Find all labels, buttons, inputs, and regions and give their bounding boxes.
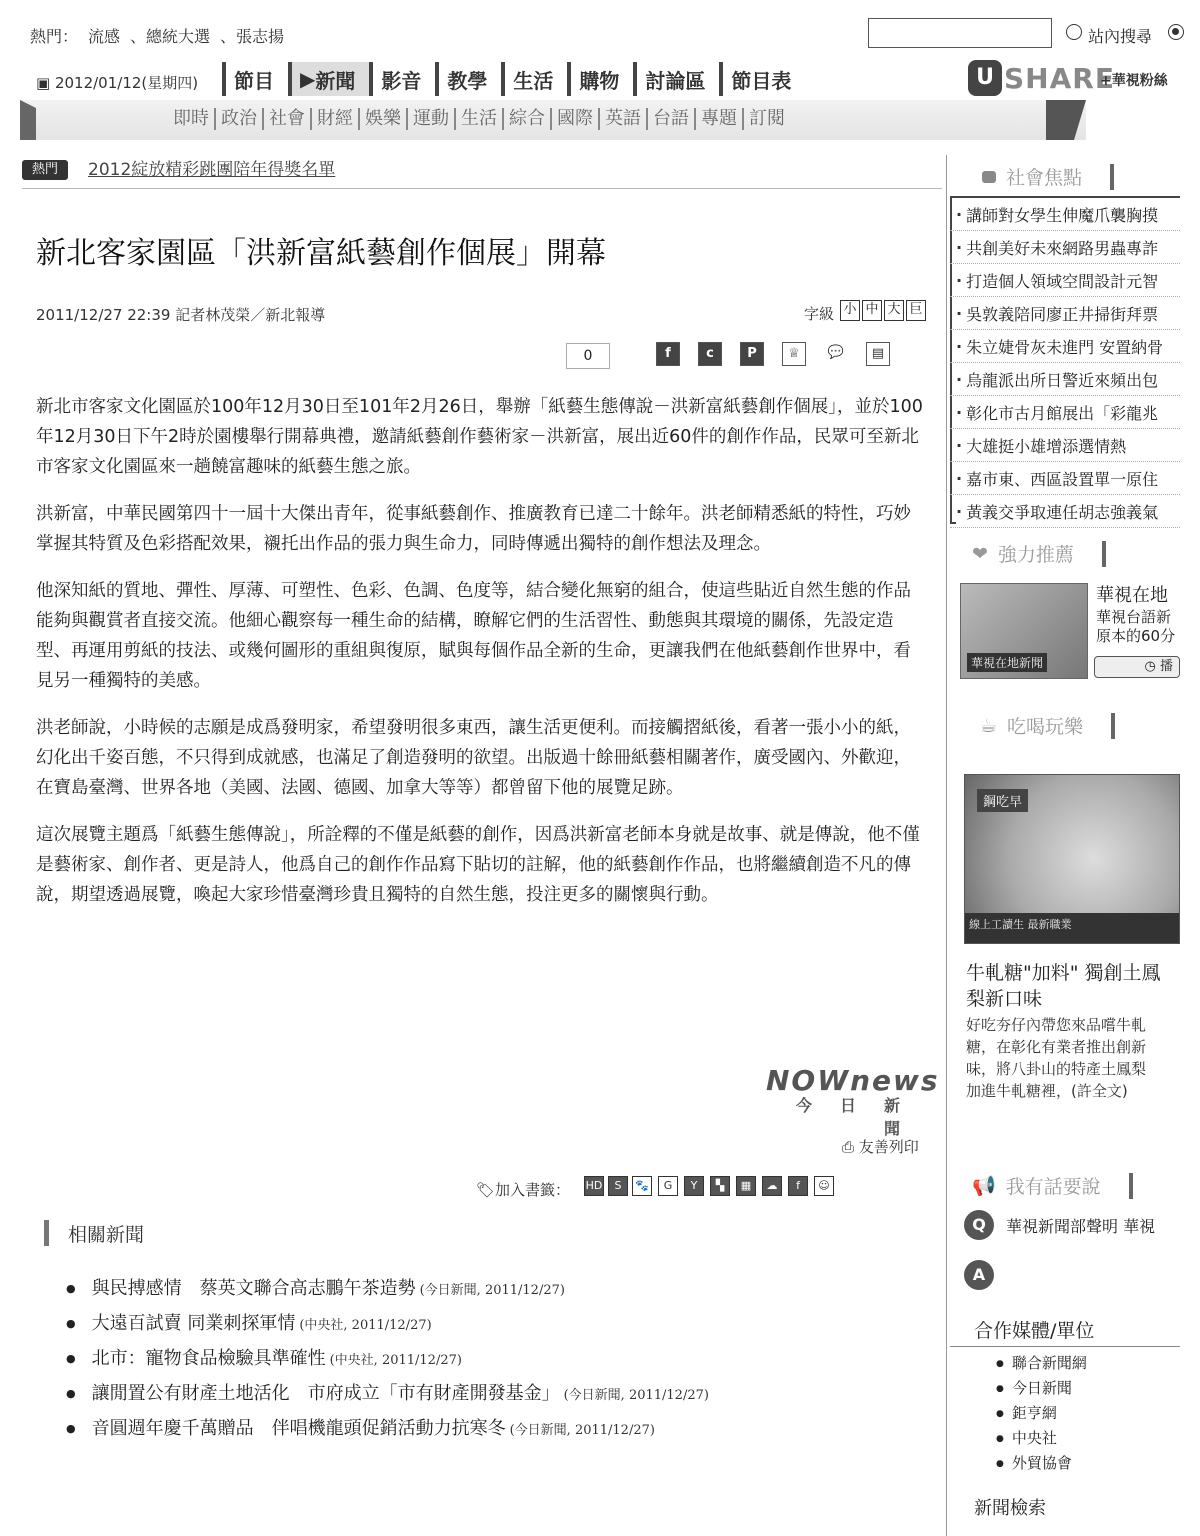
list-item[interactable]: · 嘉市東、西區設置單一原住 [950,462,1180,495]
web-search-radio[interactable] [1168,24,1184,40]
food-title-line: 牛軋糖"加料" 獨創土鳳 [966,962,1161,984]
article-title: 新北客家園區「洪新富紙藝創作個展」開幕 [36,236,606,271]
food-title-line: 梨新口味 [966,988,1043,1010]
food-header [980,712,1115,739]
loudspeaker-icon: 📢 [972,1175,996,1197]
partner-link[interactable]: ● 中央社 [996,1427,1087,1452]
food-desc-line: 味，將八卦山的特產土鳳梨 [966,1060,1147,1078]
hot-keyword-flu[interactable]: 流感 [88,27,121,46]
social-focus-header [982,163,1114,190]
nav-news[interactable]: ▶ 新聞 [288,62,369,96]
subnav-entertainment[interactable]: 娛樂 [360,108,408,130]
related-source: (中央社, 2011/12/27) [329,1353,462,1368]
list-item[interactable] [66,1344,709,1379]
talk-header [972,1172,1133,1199]
subnav-taiwanese[interactable]: 台語 [648,108,696,130]
cts-fans-link[interactable]: +華視粉絲 [1100,73,1168,89]
list-item[interactable] [66,1379,709,1414]
font-size-large-button[interactable]: 大 [884,300,904,321]
smile-bookmark-icon[interactable]: ☺ [814,1176,834,1196]
nownews-logo-sub: 今日新聞 [795,1096,928,1138]
promo-text[interactable] [1096,584,1180,646]
list-item[interactable]: · 朱立婕骨灰未進門 安置納骨 [950,330,1180,363]
related-link[interactable]: ● 與民搏感情 蔡英文聯合高志鵬午茶造勢 [91,1278,416,1299]
nownews-logo-main: NOWnews [766,1064,940,1097]
list-item[interactable]: · 講師對女學生伸魔爪襲胸摸 [950,198,1180,231]
megaphone-icon [982,171,996,183]
article-paragraph: 這次展覽主題爲「紙藝生態傳說」，所詮釋的不僅是紙藝的創作，因爲洪新富老師本身就是故事、就是傳說，他不僅是藝術家、創作者、更是詩人，他爲自己的創作作品寫下貼切的註解，他的紙藝創作作品，也將繼續創造不凡的傳說，期望透過展覽，喚起大家珍惜臺灣珍貴且獨特的自然生態，投注更多的關懷與行動。 [36,825,920,905]
list-item[interactable] [66,1414,709,1449]
news-search-title: 新聞檢索 [974,1498,1046,1519]
partner-link[interactable]: ● 今日新聞 [996,1377,1087,1402]
subnav-special[interactable]: 專題 [696,108,744,130]
qa-question-text: 華視新聞部聲明 華視 [1006,1216,1156,1236]
promo-play-button[interactable] [1094,656,1180,678]
site-search-label: 站內搜尋 [1088,27,1153,46]
partner-link[interactable]: ● 聯合新聞網 [996,1352,1087,1377]
food-desc-line: 好吃夯仔內帶您來品嚐牛軋 [966,1016,1147,1034]
nav-shopping[interactable]: 購物 [567,62,633,96]
main-nav [222,62,805,96]
grid-bookmark-icon[interactable]: ▦ [736,1176,756,1196]
related-source: (今日新聞, 2011/12/27) [509,1423,655,1438]
plurk-share-icon[interactable]: c [698,342,722,366]
promo-headline: 華視在地 [1096,585,1168,606]
font-size-small-button[interactable]: 小 [840,300,860,321]
header-bar [1129,1173,1133,1199]
sidebar-divider [946,155,947,1536]
comment-icon[interactable]: 💬 [824,342,848,366]
font-size-huge-button[interactable]: 巨 [906,300,926,321]
header-bar [1111,713,1115,739]
cup-icon: ☕ [980,714,998,737]
sub-nav [168,108,790,130]
subnav-society[interactable]: 社會 [264,108,312,130]
bookmark-label-text: 加入書籤： [495,1181,571,1199]
article-paragraph: 他深知紙的質地、彈性、厚薄、可塑性、色彩、色調、色度等，結合變化無窮的組合，使這些貼近自然生態的作品能夠與觀賞者直接交流。他細心觀察每一種生命的結構，瞭解它們的生活習性、動態與其環境的關係，先設定造型、再運用剪紙的技法、或幾何圖形的重組與復原，賦與每個作品全新的生命，更讓我們在他紙藝創作世界中，看見另一種獨特的美感。 [36,581,911,691]
nav-programs[interactable]: 節目 [222,62,288,96]
nownews-logo [766,1064,940,1139]
partners-title: 合作媒體/單位 [974,1320,1095,1342]
date-label: 2012/01/12(星期四) [54,74,199,92]
article-paragraph: 新北市客家文化園區於100年12月30日至101年2月26日，舉辦「紙藝生態傳說－洪新富紙藝創作個展」，並於100年12月30日下午2時於園樓舉行開幕典禮，邀請紙藝創作藝術家－洪新富，展出近60件的創作作品，民眾可至新北市客家文化園區來一趟饒富趣味的紙藝生態之旅。 [36,397,923,477]
subnav-finance[interactable]: 財經 [312,108,360,130]
qa-question[interactable] [964,1210,1155,1240]
subnav-realtime[interactable]: 即時 [168,108,216,130]
printer-icon: ⎙ [842,1138,855,1156]
food-desc-line: 糖，在彰化有業者推出創新 [966,1038,1147,1056]
article-meta: 2011/12/27 22:39 記者林茂榮／新北報導 [36,306,326,324]
list-item[interactable]: · 彰化市古月館展出「彩龍兆 [950,396,1180,429]
talk-title: 我有話要說 [1005,1176,1101,1198]
list-item[interactable]: · 黃義交爭取連任胡志強義氣 [950,495,1180,528]
digg-share-icon[interactable]: P [740,342,764,366]
stack-icon[interactable]: ▤ [866,342,890,366]
ushare-logo[interactable] [968,60,1115,96]
list-item[interactable]: · 大雄挺小雄增添選情熱 [950,429,1180,462]
nav-news-label: 新聞 [315,68,356,93]
question-icon: Q [964,1210,994,1240]
video-ticker: 線上工讀生 最新職業 [965,913,1179,943]
promo-line: 原本的60分 [1096,627,1176,645]
facebook-bookmark-icon[interactable]: f [788,1176,808,1196]
ushare-text: SHARE [1004,61,1115,95]
print-label: 友善列印 [858,1138,919,1156]
hot-keywords [30,24,284,47]
food-story-desc [966,1014,1180,1102]
promo-play-label: 播 [1159,659,1173,674]
related-link[interactable]: ● 讓閒置公有財產土地活化 市府成立「市有財產開發基金」 [91,1383,560,1404]
related-news-title: 相關新聞 [68,1224,145,1246]
hot-tag-badge: 熱門 [22,160,68,180]
list-item[interactable]: · 烏龍派出所日警近來頻出包 [950,363,1180,396]
site-search-radio[interactable] [1066,24,1082,40]
related-source: (今日新聞, 2011/12/27) [563,1388,709,1403]
date-icon: ▣ [36,74,55,92]
font-size-label: 字級 [804,305,835,323]
facebook-share-icon[interactable]: f [656,342,680,366]
promo-header [972,540,1106,567]
food-video-thumbnail[interactable] [964,774,1180,944]
header-bar [1102,541,1106,567]
promo-thumbnail[interactable] [960,583,1088,679]
nav-forum[interactable]: 討論區 [633,62,719,96]
list-item[interactable] [66,1274,709,1309]
social-focus-list [950,196,1180,528]
tag-icon: 🏷 [476,1181,496,1199]
paw-bookmark-icon[interactable]: 🐾 [632,1176,652,1196]
hot-keyword-person[interactable]: 、張志揚 [220,27,285,46]
clock-icon: ◷ [1144,659,1160,674]
related-news-list [66,1274,709,1449]
promo-line: 華視台語新 [1096,608,1172,626]
subnav-english[interactable]: 英語 [600,108,648,130]
nav-schedule[interactable]: 節目表 [719,62,805,96]
partner-link[interactable]: ● 鉅亨網 [996,1402,1087,1427]
share-counter: 0 [566,343,610,369]
cloud-bookmark-icon[interactable]: ☁ [762,1176,782,1196]
subnav-international[interactable]: 國際 [552,108,600,130]
google-bookmark-icon[interactable]: G [658,1176,678,1196]
nav-teaching[interactable]: 教學 [435,62,501,96]
subnav-sports[interactable]: 運動 [408,108,456,130]
hot-label: 熱門： [30,27,79,46]
font-size-medium-button[interactable]: 中 [862,300,882,321]
related-link[interactable]: ● 音圓週年慶千萬贈品 伴唱機龍頭促銷活動力抗寒冬 [91,1418,506,1439]
answer-icon: A [964,1260,994,1290]
promo-caption: 華視在地新聞 [967,653,1047,672]
trophy-icon[interactable]: ♕ [782,342,806,366]
social-focus-title: 社會焦點 [1006,167,1083,189]
yahoo-bookmark-icon[interactable]: Y [684,1176,704,1196]
hemidemi-bookmark-icon[interactable]: HD [584,1176,604,1196]
partner-link[interactable]: ● 外貿協會 [996,1452,1087,1477]
article-paragraph: 洪老師說，小時候的志願是成爲發明家，希望發明很多東西，讓生活更便利。而接觸摺紙後，看著一張小小的紙，幻化出千姿百態，不只得到成就感，也滿足了創造發明的欲望。出版過十餘冊紙藝相關著作，廣受國內、外歡迎，在寶島臺灣、世界各地（美國、法國、德國、加拿大等等）都曾留下他的展覽足跡。 [36,718,911,798]
related-link[interactable]: ● 北市：寵物食品檢驗具準確性 [91,1348,326,1369]
funp-bookmark-icon[interactable]: S [608,1176,628,1196]
subnav-life[interactable]: 生活 [456,108,504,130]
delicious-bookmark-icon[interactable]: ▚ [710,1176,730,1196]
food-header-title: 吃喝玩樂 [1007,716,1084,738]
related-source: (中央社, 2011/12/27) [299,1318,432,1333]
subnav-general[interactable]: 綜合 [504,108,552,130]
video-badge: 鋼吃早 [977,789,1028,812]
related-bar [44,1220,49,1246]
subnav-subscribe[interactable]: 訂閱 [749,108,785,129]
divider [22,188,942,189]
list-item[interactable]: · 共創美好未來網路男蟲專詐 [950,231,1180,264]
list-item[interactable]: · 吳敦義陪同廖正井掃街拜票 [950,297,1180,330]
ushare-u-icon: U [968,60,1002,96]
related-source: (今日新聞, 2011/12/27) [419,1283,565,1298]
food-story-title[interactable] [966,960,1180,1012]
nav-life[interactable]: 生活 [501,62,567,96]
qa-answer [964,1260,1006,1290]
promo-title: 強力推薦 [997,544,1074,566]
subnav-politics[interactable]: 政治 [216,108,264,130]
header-bar [1110,164,1114,190]
current-date [36,72,198,93]
search-input[interactable] [868,18,1052,48]
article-body [36,392,928,927]
food-desc-line: 加進牛軋糖裡，(許全文) [966,1082,1128,1100]
list-item[interactable]: · 打造個人領域空間設計元智 [950,264,1180,297]
hot-keyword-election[interactable]: 、總統大選 [130,27,211,46]
bookmark-label [476,1179,570,1200]
nav-video[interactable]: 影音 [369,62,435,96]
print-link[interactable] [842,1136,919,1157]
heart-icon: ❤ [972,542,988,565]
related-link[interactable]: ● 大遠百試賣 同業刺探軍情 [91,1313,296,1334]
partners-list [996,1352,1087,1477]
list-item[interactable] [66,1309,709,1344]
article-paragraph: 洪新富，中華民國第四十一屆十大傑出青年，從事紙藝創作、推廣教育已達二十餘年。洪老師精悉紙的特性，巧妙掌握其特質及色彩搭配效果，襯托出作品的張力與生命力，同時傳遞出獨特的創作想法及理念。 [36,504,911,554]
hot-ticker-link[interactable]: 2012綻放精彩跳團陪年得獎名單 [88,160,336,180]
divider [950,1346,1180,1347]
